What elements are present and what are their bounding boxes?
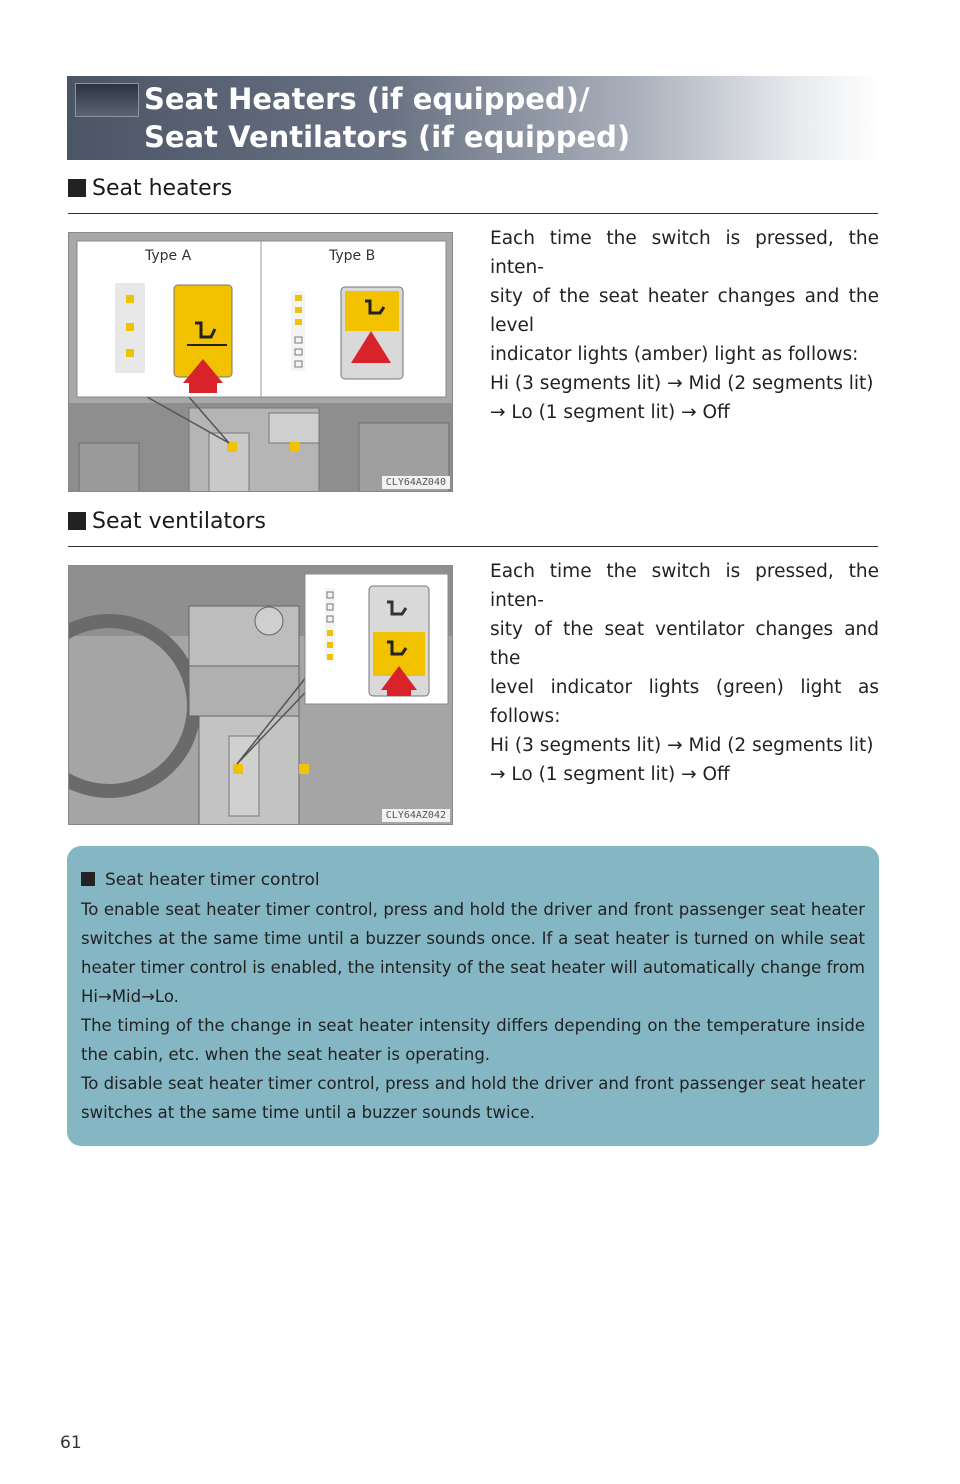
text-line: → Lo (1 segment lit) → Off	[490, 402, 730, 423]
square-bullet-icon	[68, 512, 86, 530]
seat-ventilator-figure	[69, 566, 453, 825]
banner-thumbnail	[75, 83, 139, 117]
note-title	[81, 866, 865, 895]
note-title-text: Seat heater timer control	[105, 870, 320, 890]
seat-ventilators-heading	[68, 509, 878, 547]
seat-heaters-heading	[68, 176, 878, 214]
text-line: level indicator lights (green) light as follows:	[490, 677, 879, 727]
text-line: sity of the seat ventilator changes and the	[490, 619, 879, 669]
seat-ventilators-description	[490, 557, 879, 789]
square-bullet-icon	[68, 179, 86, 197]
page-title-line2: Seat Ventilators (if equipped)	[144, 120, 631, 154]
title-banner	[67, 76, 879, 160]
square-bullet-icon	[81, 872, 95, 886]
type-b-label: Type B	[329, 248, 376, 264]
note-paragraph-enable: To enable seat heater timer control, press and hold the driver and front passenger seat heater switches at the same time until a buzzer sounds once. If a seat heater is turned on while seat heater timer control is enabled, the intensity of the seat heater will automatically change from Hi→Mid→Lo.	[81, 900, 865, 1006]
seat-ventilators-heading-text: Seat ventilators	[92, 509, 267, 534]
image-code: CLY64AZ040	[382, 476, 450, 489]
seat-heaters-description	[490, 224, 879, 427]
note-paragraph-disable: To disable seat heater timer control, press and hold the driver and front passenger seat heater switches at the same time until a buzzer sounds twice.	[81, 1074, 865, 1122]
seat-heater-figure	[69, 233, 453, 492]
seat-heaters-heading-text: Seat heaters	[92, 176, 233, 201]
page-number: 61	[60, 1433, 82, 1453]
text-line: Each time the switch is pressed, the inten-	[490, 561, 879, 611]
text-line: Each time the switch is pressed, the inten-	[490, 228, 879, 278]
text-line: indicator lights (amber) light as follows:	[490, 344, 859, 365]
page-title	[144, 80, 630, 156]
seat-ventilator-illustration	[68, 565, 453, 825]
page-title-line1: Seat Heaters (if equipped)/	[144, 82, 590, 116]
text-line: Hi (3 segments lit) → Mid (2 segments lit)	[490, 373, 874, 394]
type-a-label: Type A	[145, 248, 192, 264]
text-line: sity of the seat heater changes and the level	[490, 286, 879, 336]
seat-heater-illustration	[68, 232, 453, 492]
timer-control-note	[67, 846, 879, 1146]
text-line: Hi (3 segments lit) → Mid (2 segments lit)	[490, 735, 874, 756]
image-code: CLY64AZ042	[382, 809, 450, 822]
text-line: → Lo (1 segment lit) → Off	[490, 764, 730, 785]
note-paragraph-timing: The timing of the change in seat heater intensity differs depending on the temperature inside the cabin, etc. when the seat heater is operating.	[81, 1016, 865, 1064]
